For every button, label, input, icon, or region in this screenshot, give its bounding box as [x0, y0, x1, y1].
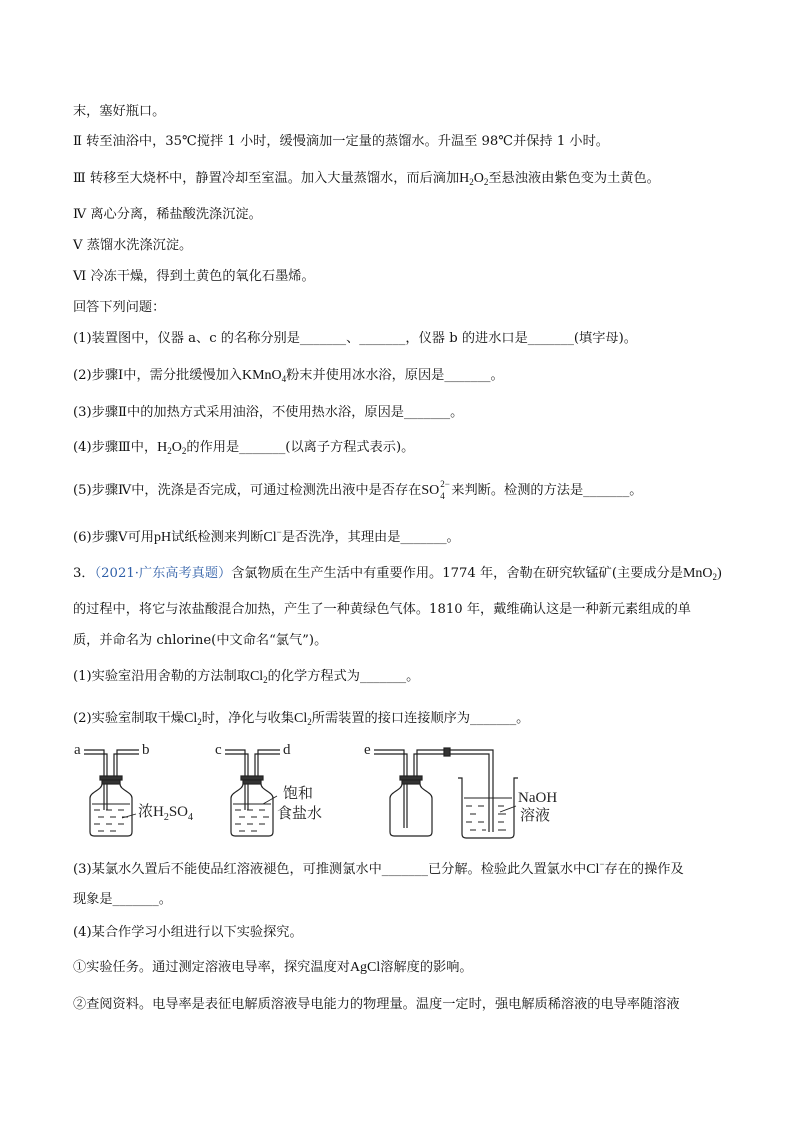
step-1-end: 末，塞好瓶口。 [73, 104, 166, 119]
collection-bottle [364, 742, 493, 836]
q3-part-4-1: ①实验任务。通过测定溶液电导率，探究温度对AgCl溶解度的影响。 [73, 960, 473, 975]
svg-text:b: b [142, 742, 150, 758]
q2-part-6: (6)步骤Ⅴ可用pH试纸检测来判断Cl−是否洗净，其理由是_______。 [73, 527, 460, 545]
apparatus-diagram [70, 738, 590, 846]
q3-part-3-line-1: (3)某氯水久置后不能使品红溶液褪色，可推测氯水中_______已分解。检验此久置氯水中Cl−存在的操作及 [73, 859, 684, 877]
step-3: Ⅲ 转移至大烧杯中，静置冷却至室温。加入大量蒸馏水，而后滴加$H_2O_2$至悬浊液由紫色变为土黄色。 [73, 171, 660, 187]
q3-part-3-line-2: 现象是_______。 [73, 892, 172, 907]
q2-part-2: (2)步骤Ⅰ中，需分批缓慢加入KMnO$_4$粉末并使用冰水浴，原因是_______。 [73, 368, 504, 384]
q3-intro-line-3: 质，并命名为 chlorine(中文命名“氯气”)。 [73, 633, 328, 648]
question-number: 3． [73, 566, 95, 581]
q2-part-5: (5)步骤Ⅳ中，洗涤是否完成，可通过检测洗出液中是否存在SO 2− 4 来判断。检测的方法是_______。 [73, 479, 643, 501]
q2-part-1: (1)装置图中，仪器 a、c 的名称分别是_______、_______，仪器 b 的进水口是_______(填字母)。 [73, 331, 637, 346]
svg-text:食盐水: 食盐水 [277, 804, 323, 822]
q3-part-1: (1)实验室沿用舍勒的方法制取$Cl_2$的化学方程式为_______。 [73, 669, 420, 685]
q3-intro-line-1: 3．（2021·广东高考真题）含氯物质在生产生活中有重要作用。1774 年，舍勒在研究软锰矿(主要成分是MnO$_2$) [73, 566, 722, 582]
beaker-naoh [458, 778, 557, 838]
wash-bottle-brine [215, 742, 322, 836]
q3-part-4-2: ②查阅资料。电导率是表征电解质溶液导电能力的物理量。温度一定时，强电解质稀溶液的电导率随溶液 [73, 997, 680, 1012]
svg-text:溶液: 溶液 [520, 806, 551, 824]
step-6: Ⅵ 冷冻干燥，得到土黄色的氧化石墨烯。 [73, 269, 315, 284]
svg-text:e: e [364, 742, 371, 758]
questions-intro: 回答下列问题： [73, 300, 166, 315]
q2-part-3: (3)步骤Ⅱ中的加热方式采用油浴，不使用热水浴，原因是_______。 [73, 405, 464, 420]
svg-text:浓H2SO4: 浓$H_2SO_4$ [138, 804, 194, 823]
q3-part-2: (2)实验室制取干燥$Cl_2$时，净化与收集$Cl_2$所需装置的接口连接顺序为_______。 [73, 711, 530, 727]
svg-text:a: a [74, 742, 81, 758]
q3-intro-line-2: 的过程中，将它与浓盐酸混合加热，产生了一种黄绿色气体。1810 年，戴维确认这是一种新元素组成的单 [73, 602, 691, 617]
step-4: Ⅳ 离心分离，稀盐酸洗涤沉淀。 [73, 207, 262, 222]
step-2: Ⅱ 转至油浴中，35℃搅拌 1 小时，缓慢滴加一定量的蒸馏水。升温至 98℃并保持 1 小时。 [73, 134, 609, 149]
svg-text:NaOH: NaOH [518, 790, 558, 806]
svg-text:d: d [283, 742, 291, 758]
q3-part-4: (4)某合作学习小组进行以下实验探究。 [73, 925, 303, 940]
q2-part-4: (4)步骤Ⅲ中，$H_2O_2$的作用是_______(以离子方程式表示)。 [73, 440, 415, 456]
step-5: Ⅴ 蒸馏水洗涤沉淀。 [73, 238, 193, 253]
svg-text:饱和: 饱和 [283, 784, 314, 802]
question-source: （2021·广东高考真题） [94, 566, 232, 581]
wash-bottle-h2so4 [74, 742, 193, 836]
svg-text:c: c [215, 742, 222, 758]
